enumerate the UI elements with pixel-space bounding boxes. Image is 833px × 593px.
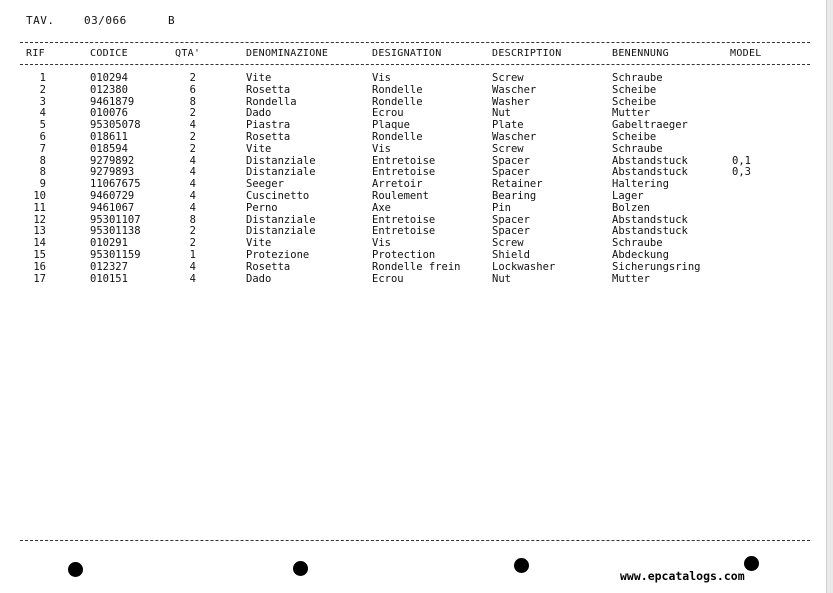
- cell-qta: 2: [189, 107, 196, 120]
- column-header-codice: CODICE: [90, 48, 128, 59]
- cell-model: 0,3: [732, 166, 751, 179]
- cell-qta: 2: [189, 225, 196, 238]
- cell-rif: 2: [39, 83, 46, 96]
- cell-designation: Rondelle frein: [372, 260, 461, 273]
- cell-designation: Rondelle: [372, 131, 423, 143]
- cell-rif: 13: [33, 225, 46, 238]
- cell-rif: 5: [39, 119, 46, 132]
- cell-designation: Plaque: [372, 119, 410, 132]
- cell-rif: 4: [39, 107, 46, 120]
- bottom-divider: [20, 540, 810, 541]
- top-divider: [20, 42, 810, 43]
- cell-benennung: Schraube: [612, 142, 663, 155]
- table-row: [0, 202, 833, 214]
- column-header-denominazione: DENOMINAZIONE: [246, 48, 329, 59]
- cell-qta: 2: [189, 142, 196, 155]
- cell-qta: 8: [189, 213, 196, 226]
- cell-description: Spacer: [492, 225, 530, 238]
- column-header-designation: DESIGNATION: [372, 48, 442, 59]
- cell-denominazione: Perno: [246, 201, 278, 214]
- cell-rif: 7: [39, 142, 46, 155]
- cell-qta: 4: [189, 190, 196, 202]
- cell-denominazione: Protezione: [246, 249, 310, 261]
- cell-denominazione: Distanziale: [246, 166, 316, 179]
- cell-codice: 95301159: [90, 249, 141, 261]
- cell-codice: 95301138: [90, 225, 141, 238]
- header-divider: [20, 64, 810, 65]
- cell-description: Spacer: [492, 154, 530, 167]
- table-row: [0, 119, 833, 131]
- cell-qta: 4: [189, 178, 196, 191]
- table-row: [0, 190, 833, 202]
- cell-designation: Axe: [372, 201, 391, 214]
- cell-denominazione: Rondella: [246, 95, 297, 108]
- cell-qta: 6: [189, 83, 196, 96]
- cell-description: Wascher: [492, 131, 537, 143]
- tav-label: TAV.: [26, 14, 55, 27]
- column-header-model: MODEL: [730, 48, 762, 59]
- cell-rif: 1: [39, 72, 46, 84]
- cell-qta: 4: [189, 201, 196, 214]
- table-row: [0, 225, 833, 237]
- cell-qta: 4: [189, 166, 196, 179]
- cell-designation: Vis: [372, 237, 391, 250]
- cell-denominazione: Rosetta: [246, 83, 291, 96]
- cell-denominazione: Vite: [246, 142, 272, 155]
- cell-benennung: Scheibe: [612, 131, 657, 143]
- table-row: [0, 84, 833, 96]
- cell-rif: 16: [33, 260, 46, 273]
- cell-rif: 17: [33, 272, 46, 285]
- cell-denominazione: Vite: [246, 237, 272, 250]
- cell-description: Washer: [492, 95, 530, 108]
- cell-rif: 14: [33, 237, 46, 250]
- cell-description: Spacer: [492, 213, 530, 226]
- table-row: [0, 96, 833, 108]
- cell-benennung: Schraube: [612, 237, 663, 250]
- cell-designation: Rondelle: [372, 95, 423, 108]
- cell-designation: Ecrou: [372, 272, 404, 285]
- cell-description: Screw: [492, 237, 524, 250]
- cell-benennung: Mutter: [612, 272, 650, 285]
- cell-codice: 9460729: [90, 190, 135, 202]
- cell-benennung: Lager: [612, 190, 644, 202]
- cell-qta: 2: [189, 237, 196, 250]
- cell-denominazione: Seeger: [246, 178, 284, 191]
- cell-denominazione: Vite: [246, 72, 272, 84]
- cell-denominazione: Distanziale: [246, 225, 316, 238]
- cell-codice: 11067675: [90, 178, 141, 191]
- table-row: [0, 273, 833, 285]
- tav-variant: B: [168, 14, 176, 27]
- cell-benennung: Abdeckung: [612, 249, 669, 261]
- cell-codice: 010076: [90, 107, 128, 120]
- cell-designation: Roulement: [372, 190, 429, 202]
- cell-description: Bearing: [492, 190, 537, 202]
- cell-rif: 15: [33, 249, 46, 261]
- cell-codice: 95301107: [90, 213, 141, 226]
- cell-codice: 9279893: [90, 166, 135, 179]
- cell-description: Plate: [492, 119, 524, 132]
- cell-rif: 10: [33, 190, 46, 202]
- cell-benennung: Bolzen: [612, 201, 650, 214]
- cell-benennung: Sicherungsring: [612, 260, 701, 273]
- cell-denominazione: Piastra: [246, 119, 291, 132]
- cell-description: Screw: [492, 142, 524, 155]
- cell-benennung: Haltering: [612, 178, 669, 191]
- cell-rif: 11: [33, 201, 46, 214]
- table-row: [0, 214, 833, 226]
- cell-description: Wascher: [492, 83, 537, 96]
- cell-benennung: Abstandstuck: [612, 166, 688, 179]
- cell-codice: 018594: [90, 142, 128, 155]
- cell-codice: 9279892: [90, 154, 135, 167]
- column-header-rif: RIF: [26, 48, 45, 59]
- binder-hole-4: [744, 556, 759, 571]
- column-header-description: DESCRIPTION: [492, 48, 562, 59]
- cell-designation: Protection: [372, 249, 436, 261]
- cell-codice: 9461879: [90, 95, 135, 108]
- table-row: [0, 166, 833, 178]
- cell-denominazione: Rosetta: [246, 260, 291, 273]
- cell-benennung: Abstandstuck: [612, 213, 688, 226]
- cell-rif: 9: [39, 178, 46, 191]
- cell-qta: 2: [189, 131, 196, 143]
- cell-benennung: Scheibe: [612, 83, 657, 96]
- cell-description: Lockwasher: [492, 260, 556, 273]
- cell-designation: Entretoise: [372, 154, 436, 167]
- cell-designation: Arretoir: [372, 178, 423, 191]
- binder-hole-2: [293, 561, 308, 576]
- cell-rif: 3: [39, 95, 46, 108]
- cell-codice: 010151: [90, 272, 128, 285]
- cell-benennung: Abstandstuck: [612, 225, 688, 238]
- cell-codice: 9461067: [90, 201, 135, 214]
- table-row: [0, 237, 833, 249]
- cell-benennung: Schraube: [612, 72, 663, 84]
- table-row: [0, 178, 833, 190]
- cell-description: Spacer: [492, 166, 530, 179]
- cell-designation: Vis: [372, 142, 391, 155]
- cell-qta: 4: [189, 154, 196, 167]
- cell-benennung: Mutter: [612, 107, 650, 120]
- cell-denominazione: Distanziale: [246, 213, 316, 226]
- cell-denominazione: Distanziale: [246, 154, 316, 167]
- cell-designation: Entretoise: [372, 166, 436, 179]
- cell-qta: 4: [189, 119, 196, 132]
- table-row: [0, 72, 833, 84]
- cell-codice: 018611: [90, 131, 128, 143]
- cell-description: Nut: [492, 272, 511, 285]
- cell-benennung: Scheibe: [612, 95, 657, 108]
- cell-description: Retainer: [492, 178, 543, 191]
- cell-denominazione: Cuscinetto: [246, 190, 310, 202]
- cell-rif: 8: [39, 154, 46, 167]
- cell-designation: Ecrou: [372, 107, 404, 120]
- table-row: [0, 131, 833, 143]
- cell-benennung: Gabeltraeger: [612, 119, 688, 132]
- binder-hole-1: [68, 562, 83, 577]
- column-header-benennung: BENENNUNG: [612, 48, 669, 59]
- tav-number: 03/066: [84, 14, 127, 27]
- table-row: [0, 261, 833, 273]
- cell-rif: 12: [33, 213, 46, 226]
- cell-qta: 4: [189, 260, 196, 273]
- cell-qta: 8: [189, 95, 196, 108]
- cell-qta: 2: [189, 72, 196, 84]
- cell-codice: 010291: [90, 237, 128, 250]
- cell-designation: Entretoise: [372, 213, 436, 226]
- cell-codice: 010294: [90, 72, 128, 84]
- table-row: [0, 249, 833, 261]
- cell-description: Shield: [492, 249, 530, 261]
- cell-description: Pin: [492, 201, 511, 214]
- cell-qta: 1: [189, 249, 196, 261]
- cell-codice: 012327: [90, 260, 128, 273]
- column-header-qta: QTA': [175, 48, 201, 59]
- watermark-url: www.epcatalogs.com: [620, 569, 745, 583]
- table-row: [0, 155, 833, 167]
- cell-codice: 95305078: [90, 119, 141, 132]
- cell-model: 0,1: [732, 154, 751, 167]
- table-row: [0, 107, 833, 119]
- binder-hole-3: [514, 558, 529, 573]
- cell-designation: Entretoise: [372, 225, 436, 238]
- cell-denominazione: Dado: [246, 272, 272, 285]
- cell-qta: 4: [189, 272, 196, 285]
- table-row: [0, 143, 833, 155]
- cell-benennung: Abstandstuck: [612, 154, 688, 167]
- cell-rif: 6: [39, 131, 46, 143]
- scrollbar-track[interactable]: [826, 0, 833, 593]
- cell-denominazione: Dado: [246, 107, 272, 120]
- cell-designation: Vis: [372, 72, 391, 84]
- cell-description: Nut: [492, 107, 511, 120]
- cell-codice: 012380: [90, 83, 128, 96]
- cell-designation: Rondelle: [372, 83, 423, 96]
- cell-description: Screw: [492, 72, 524, 84]
- cell-denominazione: Rosetta: [246, 131, 291, 143]
- cell-rif: 8: [39, 166, 46, 179]
